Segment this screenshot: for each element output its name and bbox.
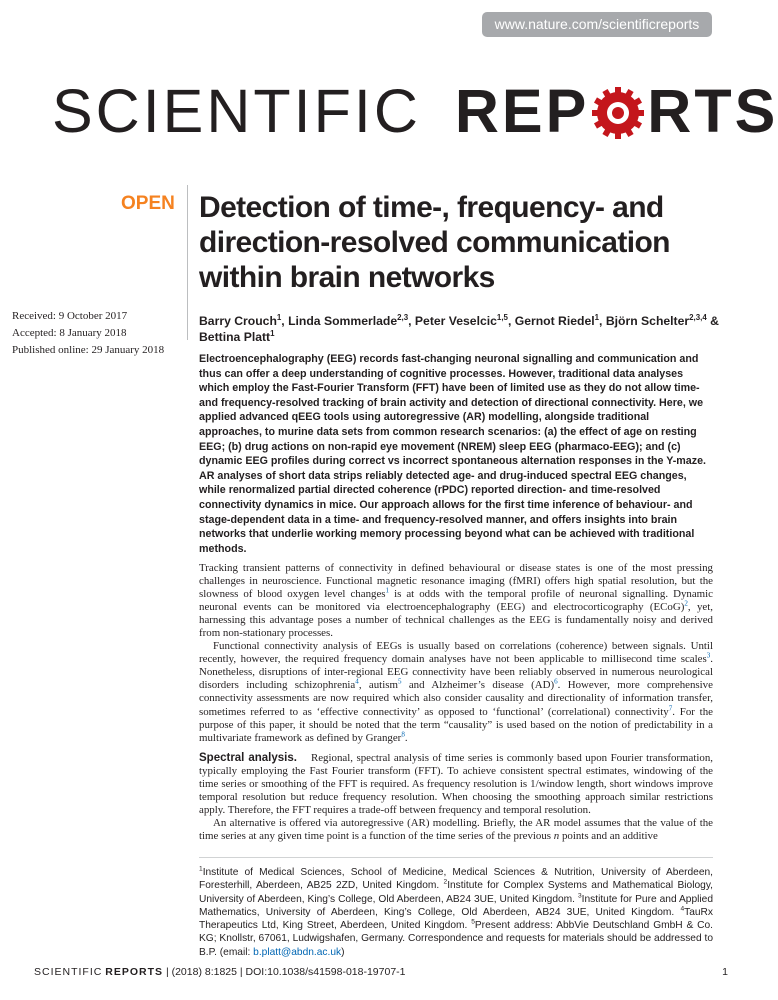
email-link[interactable]: b.platt@abdn.ac.uk — [253, 946, 342, 958]
open-access-label: OPEN — [121, 193, 175, 214]
accepted-date: Accepted: 8 January 2018 — [12, 327, 127, 339]
author-list: Barry Crouch$^1$, Linda Sommerlade$^{2,3}$, Peter Veselcic$^{1,5}$, Gernot Riedel$^1$, Björn Schelter$^{2,3,4}$ & Bettina Platt$^1$ — [199, 312, 719, 344]
reference-link[interactable]: 8 — [401, 729, 405, 738]
author[interactable]: Björn Schelter$^{2,3,4}$ — [605, 312, 707, 328]
reference-link[interactable]: 5 — [397, 677, 402, 686]
body-paragraph: Functional connectivity analysis of EEGs is usually based on correlations (coherence) between signals. Until recently, however, the required frequency domain analyses have not been applicable to millisecond time scales$^3$. Nonetheless, disruptions of inter-regional EEG connectivity have been reliably observed in numerous neurological disorders including schizophrenia$^4$, autism$^5$ and Alzheimer’s disease (AD)$^6$. However, more comprehensive connectivity assessments are now required which also consider causality and directionality of information transfer, sometimes referred to as ‘effective connectivity’ as opposed to ‘functional’ (correlational) connectivity$^7$. For the purpose of this paper, it should be noted that the term “causality” is used based on the notion of predictability in a multivariate framework as defined by Granger$^8$. — [199, 640, 713, 744]
published-date: Published online: 29 January 2018 — [12, 344, 165, 356]
gear-o-icon — [591, 84, 645, 138]
article-body — [199, 562, 713, 843]
article-title: Detection of time-, frequency- and direction-resolved communication within brain networks — [199, 191, 670, 294]
masthead-scientific: SCIENTIFIC — [52, 77, 421, 145]
footnote-divider — [199, 857, 713, 858]
author[interactable]: Peter Veselcic$^{1,5}$ — [414, 312, 508, 328]
author[interactable]: Linda Sommerlade$^{2,3}$ — [288, 312, 409, 328]
article-dates — [12, 308, 182, 359]
page-footer — [34, 966, 728, 982]
body-paragraph: An alternative is offered via autoregressive (AR) modelling. Briefly, the AR model assumes that the value of the time series at any given time point is a function of the time series of the previous n points and an additive — [199, 816, 713, 842]
reference-link[interactable]: 1 — [385, 586, 390, 595]
reference-link[interactable]: 6 — [554, 677, 558, 686]
body-paragraph: Spectral analysis. Regional, spectral analysis of time series is commonly based upon Fourier transformation, typically employing the Fast Fourier transform (FFT). To achieve consistent spectral estimates, windowing of the time series or smoothing of the FFT is required. As frequency resolution is 1/window length, short windows improve temporal resolution but reduce frequency resolution. When choosing the smoothing approach similar restrictions apply. Therefore, the FFT requires a trade-off between frequency and temporal resolution. — [199, 751, 713, 816]
section-heading: Spectral analysis. — [199, 751, 297, 764]
body-paragraph: Tracking transient patterns of connectivity in defined behavioural or disease states is one of the most pressing challenges in neuroscience. Functional magnetic resonance imaging (fMRI) offers high spatial resolution, but the slowness of blood oxygen level changes$^1$ is at odds with the temporal profile of neuronal signalling. Dynamic neuronal events can be monitored via electroencephalography (EEG) and electrocorticography (ECoG)$^2$, yet, harnessing this advantage poses a number of technical challenges as the EEG is fundamentally noisy and derived from non-stationary processes. — [199, 562, 713, 640]
footer-citation: SCIENTIFIC REPORTS | (2018) 8:1825 | DOI:10.1038/s41598-018-19707-1 — [34, 966, 406, 978]
abstract: Electroencephalography (EEG) records fast-changing neuronal signalling and communication and thus can offer a deep understanding of cognitive processes. However, traditional data analyses which employ the Fast-Fourier Transform (FFT) have been of limited use as they do not allow time- and frequency-resolved tracking of brain activity and detection of directional connectivity. Here, we applied advanced qEEG tools using autoregressive (AR) modelling, alongside traditional approaches, to murine data sets from common research scenarios: (a) the effect of age on resting EEG; (b) drug actions on non-rapid eye movement (NREM) sleep EEG (pharmaco-EEG); and (c) dynamic EEG profiles during correct vs incorrect spontaneous alternation responses in the Y-maze. AR analyses of short data strips reliably detected age- and drug-induced spectral EEG changes, while renormalized partial directed coherence (rPDC) reported direction- and time-resolved connectivity dynamics in mice. Our approach allows for the first time inference of behaviour- and stage-dependent data in a time- and frequency-resolved manner, and offers insights into brain networks that underlie working memory processing beyond what can be achieved with traditional methods. — [199, 353, 707, 555]
journal-url-badge[interactable]: www.nature.com/scientificreports — [482, 12, 712, 37]
received-date: Received: 9 October 2017 — [12, 310, 128, 322]
masthead-rts: RTS — [647, 77, 778, 145]
author[interactable]: Gernot Riedel$^1$ — [514, 312, 600, 328]
title-divider — [187, 185, 188, 340]
author[interactable]: Bettina Platt$^1$ — [199, 328, 275, 344]
author[interactable]: Barry Crouch$^1$ — [199, 312, 282, 328]
reference-link[interactable]: 7 — [668, 703, 673, 712]
reference-link[interactable]: 4 — [355, 677, 359, 686]
journal-masthead — [52, 76, 778, 146]
affiliations: $^1$Institute of Medical Sciences, School of Medicine, Medical Sciences & Nutrition, University of Aberdeen, Foresterhill, Aberdeen, AB25 2ZD, United Kingdom. $^2$Institute for Complex Systems and Mathematical Biology, University of Aberdeen, King’s College, Old Aberdeen, AB24 3UE, United Kingdom. $^3$Institute for Pure and Applied Mathematics, University of Aberdeen, King’s College, Old Aberdeen, AB24 3UE, United Kingdom. $^4$TauRx Therapeutics Ltd, King Street, Aberdeen, United Kingdom. $^5$Present address: AbbVie Deutschland GmbH & Co. KG; Knollstr, 67061, Ludwigshafen, Germany. Correspondence and requests for materials should be addressed to B.P. (email: b.platt@abdn.ac.uk) — [199, 865, 713, 958]
masthead-rep: REP — [454, 77, 590, 145]
reference-link[interactable]: 2 — [684, 599, 688, 608]
reference-link[interactable]: 3 — [706, 651, 711, 660]
page-number: 1 — [722, 966, 728, 978]
